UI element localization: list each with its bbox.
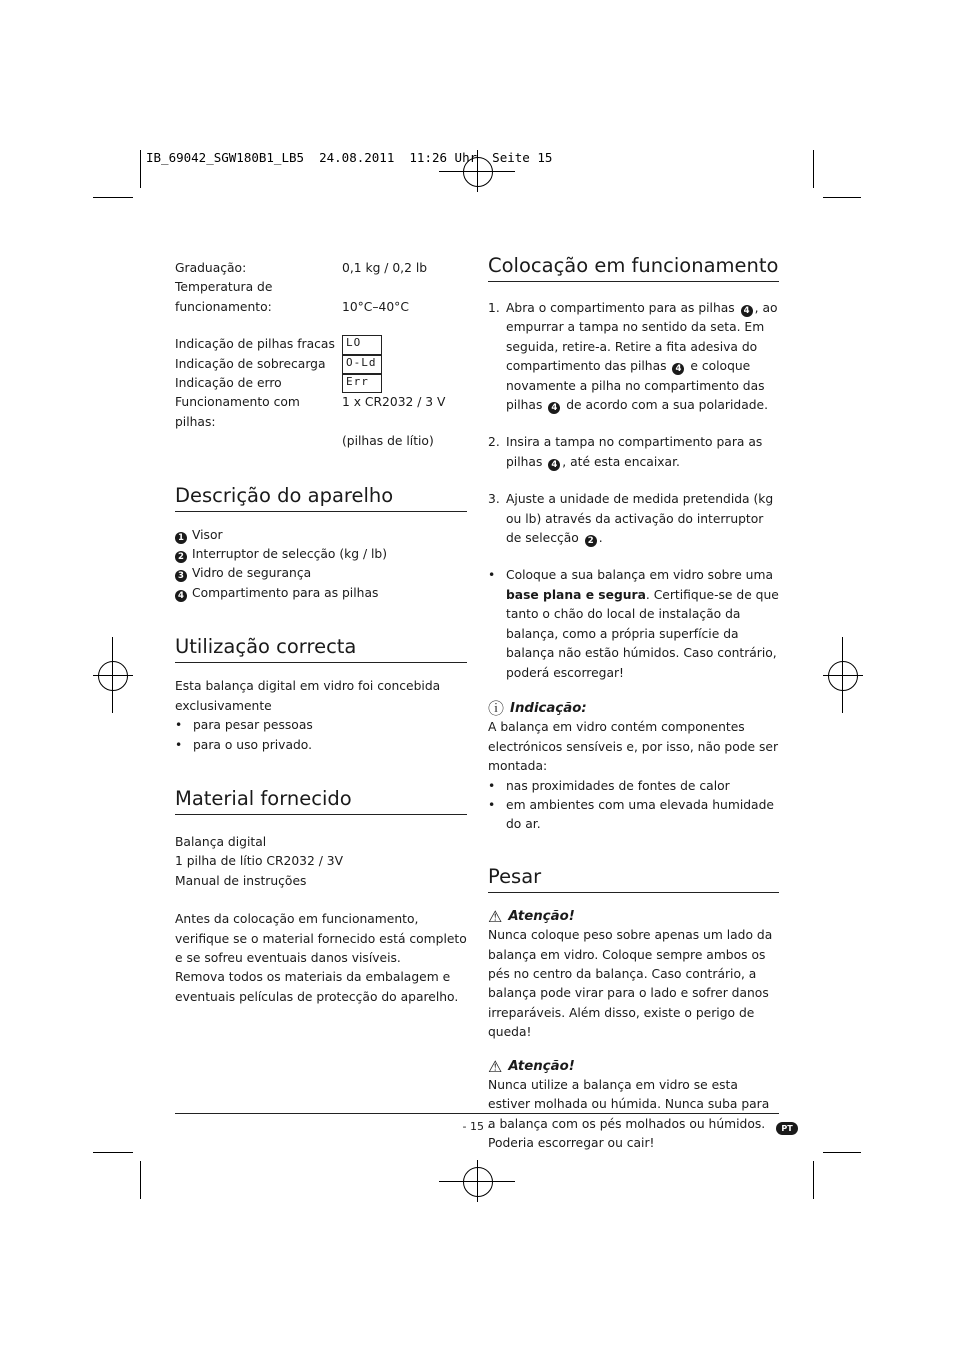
warning-heading: ⚠ Atenção! <box>488 1056 575 1076</box>
number-badge: 1 <box>175 532 187 544</box>
spec-value: 10°C–40°C <box>342 299 409 314</box>
crop-mark <box>93 1152 133 1153</box>
bullet-item: • Coloque a sua balança em vidro sobre uma base plana e segura. Certifique-se de que tanto o chão do local de instalação da balança, como a própria superfície da balança não estão húmidos. Caso contrário, poderá escorregar! <box>488 568 779 680</box>
warning-heading: ⚠ Atenção! <box>488 906 575 926</box>
indicator-label: Indicação de pilhas fracas <box>175 337 335 352</box>
lcd-display: O-Ld <box>342 355 382 374</box>
indicator-label: Indicação de sobrecarga <box>175 356 326 371</box>
number-badge: 4 <box>548 459 560 471</box>
warning-triangle-icon: ⚠ <box>488 1056 503 1076</box>
list-item: 2 Interruptor de selecção (kg / lb) <box>175 545 467 564</box>
battery-label: Funcionamento com pilhas: <box>175 395 300 429</box>
list-item: 3 Vidro de segurança <box>175 564 467 583</box>
paragraph: Remova todos os materiais da embalagem e eventuais películas de protecção do aparelho. <box>175 970 459 1004</box>
list-item: • nas proximidades de fontes de calor <box>488 778 730 793</box>
left-column <box>175 259 467 1007</box>
list-item: 4 Compartimento para as pilhas <box>175 584 467 603</box>
section-title-material: Material fornecido <box>175 787 467 815</box>
footer-rule <box>175 1113 779 1114</box>
list-item: Manual de instruções <box>175 873 307 888</box>
list-item: 1 Visor <box>175 526 467 545</box>
parts-list <box>175 526 467 604</box>
step-3: 3. Ajuste a unidade de medida pretendida (kg ou lb) através da activação do interruptor de selecção 2 . <box>488 492 774 547</box>
number-badge: 2 <box>585 535 597 547</box>
note-text: A balança em vidro contém componentes electrónicos sensíveis e, por isso, não pode ser montada: <box>488 720 779 774</box>
crop-mark <box>140 150 141 188</box>
lcd-display: Err <box>342 374 382 393</box>
indicator-table <box>175 335 467 451</box>
lcd-display: LO <box>342 335 382 354</box>
number-badge: 4 <box>548 402 560 414</box>
battery-type: (pilhas de lítio) <box>342 434 434 449</box>
list-item: 1 pilha de lítio CR2032 / 3V <box>175 854 344 869</box>
number-badge: 3 <box>175 570 187 582</box>
list-item: • em ambientes com uma elevada humidade do ar. <box>488 797 774 832</box>
list-item: • para pesar pessoas <box>175 718 313 733</box>
crop-mark <box>813 1161 814 1199</box>
language-badge: PT <box>776 1122 798 1135</box>
crop-mark <box>823 1152 861 1153</box>
paragraph: Antes da colocação em funcionamento, verifique se o material fornecido está completo e se sofreu eventuais danos visíveis. <box>175 912 467 965</box>
warning-triangle-icon: ⚠ <box>488 906 503 926</box>
specs-table <box>175 259 467 317</box>
right-column <box>488 254 779 1154</box>
info-icon: ⓘ <box>488 698 505 718</box>
section-title-utilizacao: Utilização correcta <box>175 635 467 663</box>
list-item: Balança digital <box>175 834 267 849</box>
spec-value: 0,1 kg / 0,2 lb <box>342 261 428 275</box>
crop-mark <box>813 150 814 188</box>
spec-label: Temperatura de <box>175 280 273 295</box>
crop-mark <box>93 197 133 198</box>
number-badge: 4 <box>672 363 684 375</box>
warning-text: Nunca coloque peso sobre apenas um lado da balança em vidro. Coloque sempre ambos os pés no centro da balança. Caso contrário, a balança pode virar para o lado e sofrer danos irreparáveis. Além disso, existe o perigo de queda! <box>488 928 773 1040</box>
utilizacao-intro: Esta balança digital em vidro foi concebida exclusivamente <box>175 679 441 713</box>
page-number: - 15 - <box>462 1120 492 1133</box>
list-item: • para o uso privado. <box>175 737 313 752</box>
number-badge: 4 <box>741 305 753 317</box>
crop-mark <box>140 1161 141 1199</box>
crop-mark <box>823 197 861 198</box>
battery-value: 1 x CR2032 / 3 V <box>342 395 446 410</box>
warning-text: Nunca utilize a balança em vidro se esta estiver molhada ou húmida. Nunca suba para a balança com os pés molhados ou húmidos. Poderia escorregar ou cair! <box>488 1078 770 1151</box>
section-title-pesar: Pesar <box>488 865 779 893</box>
step-1: 1. Abra o compartimento para as pilhas 4 , ao empurrar a tampa no sentido da seta. Em seguida, retire-a. Retire a fita adesiva do compartimento das pilhas 4 e coloque novamente a pilha no compartimento das pilhas 4 de acordo com a sua polaridade. <box>488 301 778 414</box>
spec-label: funcionamento: <box>175 299 272 314</box>
step-2: 2. Insira a tampa no compartimento para as pilhas 4 , até esta encaixar. <box>488 435 763 470</box>
number-badge: 2 <box>175 551 187 563</box>
note-heading: ⓘ Indicação: <box>488 698 587 718</box>
section-title-colocacao: Colocação em funcionamento <box>488 254 779 282</box>
section-title-descricao: Descrição do aparelho <box>175 484 467 512</box>
print-slug: IB_69042_SGW180B1_LB5 24.08.2011 11:26 Uhr Seite 15 <box>146 150 553 165</box>
indicator-label: Indicação de erro <box>175 376 282 391</box>
spec-label: Graduação: <box>175 261 247 275</box>
number-badge: 4 <box>175 590 187 602</box>
